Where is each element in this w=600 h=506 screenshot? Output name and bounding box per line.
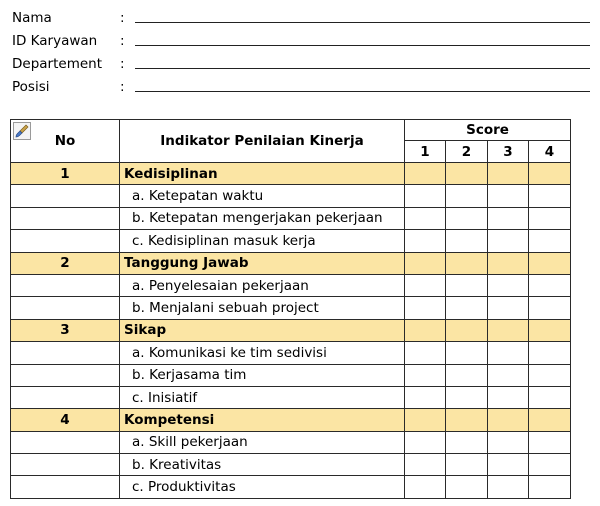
category-score-cell bbox=[446, 163, 488, 185]
score-cell-2[interactable] bbox=[446, 342, 488, 364]
category-score-cell bbox=[529, 163, 571, 185]
score-cell-4[interactable] bbox=[529, 207, 571, 229]
header-no-cell bbox=[11, 120, 120, 163]
score-cell-2[interactable] bbox=[446, 230, 488, 252]
score-cell-3[interactable] bbox=[488, 274, 529, 296]
score-cell-1[interactable] bbox=[405, 274, 446, 296]
indicator-label: a. Ketepatan waktu bbox=[120, 185, 405, 207]
score-cell-4[interactable] bbox=[529, 230, 571, 252]
indicator-label: c. Produktivitas bbox=[120, 476, 405, 498]
score-cell-2[interactable] bbox=[446, 364, 488, 386]
category-score-cell bbox=[529, 252, 571, 274]
score-cell-1[interactable] bbox=[405, 342, 446, 364]
field-posisi[interactable] bbox=[12, 77, 590, 97]
indicator-label: b. Kerjasama tim bbox=[120, 364, 405, 386]
header-indicator-cell bbox=[120, 120, 405, 163]
score-cell-3[interactable] bbox=[488, 185, 529, 207]
score-cell-4[interactable] bbox=[529, 364, 571, 386]
indicator-label: a. Skill pekerjaan bbox=[120, 431, 405, 453]
score-cell-2[interactable] bbox=[446, 386, 488, 408]
category-score-cell bbox=[488, 163, 529, 185]
indicator-row bbox=[11, 230, 571, 252]
category-row bbox=[11, 252, 571, 274]
score-cell-1[interactable] bbox=[405, 476, 446, 498]
performance-table bbox=[10, 119, 571, 499]
score-cell-1[interactable] bbox=[405, 431, 446, 453]
category-score-cell bbox=[488, 409, 529, 431]
score-cell-3[interactable] bbox=[488, 476, 529, 498]
category-score-cell bbox=[529, 409, 571, 431]
score-cell-3[interactable] bbox=[488, 386, 529, 408]
category-name: Kedisiplinan bbox=[120, 163, 405, 185]
score-cell-3[interactable] bbox=[488, 364, 529, 386]
category-number: 2 bbox=[11, 252, 120, 274]
score-cell-3[interactable] bbox=[488, 342, 529, 364]
score-cell-4[interactable] bbox=[529, 297, 571, 319]
score-cell-4[interactable] bbox=[529, 476, 571, 498]
score-cell-2[interactable] bbox=[446, 297, 488, 319]
indicator-label: a. Penyelesaian pekerjaan bbox=[120, 274, 405, 296]
score-cell-2[interactable] bbox=[446, 207, 488, 229]
score-cell-1[interactable] bbox=[405, 185, 446, 207]
score-cell-2[interactable] bbox=[446, 454, 488, 476]
category-score-cell bbox=[405, 252, 446, 274]
departement-input-line[interactable] bbox=[135, 68, 590, 69]
indicator-row bbox=[11, 364, 571, 386]
score-cell-4[interactable] bbox=[529, 274, 571, 296]
field-colon: : bbox=[120, 10, 125, 26]
category-score-cell bbox=[446, 319, 488, 341]
score-cell-1[interactable] bbox=[405, 297, 446, 319]
score-cell-1[interactable] bbox=[405, 454, 446, 476]
indicator-label: b. Menjalani sebuah project bbox=[120, 297, 405, 319]
empty-no-cell bbox=[11, 476, 120, 498]
score-cell-1[interactable] bbox=[405, 230, 446, 252]
score-level-4: 4 bbox=[529, 141, 571, 163]
category-score-cell bbox=[405, 409, 446, 431]
empty-no-cell bbox=[11, 297, 120, 319]
indicator-row bbox=[11, 454, 571, 476]
score-cell-2[interactable] bbox=[446, 431, 488, 453]
indicator-label: c. Kedisiplinan masuk kerja bbox=[120, 230, 405, 252]
category-score-cell bbox=[405, 163, 446, 185]
indicator-row bbox=[11, 274, 571, 296]
category-number: 3 bbox=[11, 319, 120, 341]
indicator-row bbox=[11, 185, 571, 207]
score-level-1: 1 bbox=[405, 141, 446, 163]
category-number: 1 bbox=[11, 163, 120, 185]
score-level-3: 3 bbox=[488, 141, 529, 163]
score-cell-3[interactable] bbox=[488, 297, 529, 319]
header-score: Score bbox=[466, 122, 509, 138]
score-cell-2[interactable] bbox=[446, 476, 488, 498]
score-cell-2[interactable] bbox=[446, 185, 488, 207]
category-row bbox=[11, 163, 571, 185]
empty-no-cell bbox=[11, 454, 120, 476]
field-departement[interactable] bbox=[12, 54, 590, 74]
empty-no-cell bbox=[11, 230, 120, 252]
field-colon: : bbox=[120, 56, 125, 72]
table-header-row bbox=[11, 120, 571, 141]
field-colon: : bbox=[120, 33, 125, 49]
score-cell-4[interactable] bbox=[529, 185, 571, 207]
field-colon: : bbox=[120, 79, 125, 95]
score-cell-4[interactable] bbox=[529, 431, 571, 453]
score-cell-4[interactable] bbox=[529, 342, 571, 364]
empty-no-cell bbox=[11, 274, 120, 296]
category-score-cell bbox=[488, 319, 529, 341]
indicator-row bbox=[11, 476, 571, 498]
indicator-label: b. Ketepatan mengerjakan pekerjaan bbox=[120, 207, 405, 229]
category-name: Tanggung Jawab bbox=[120, 252, 405, 274]
category-score-cell bbox=[488, 252, 529, 274]
empty-no-cell bbox=[11, 207, 120, 229]
score-cell-3[interactable] bbox=[488, 207, 529, 229]
header-no: No bbox=[54, 133, 76, 149]
score-cell-1[interactable] bbox=[405, 364, 446, 386]
category-score-cell bbox=[405, 319, 446, 341]
header-indicator: Indikator Penilaian Kinerja bbox=[160, 133, 364, 149]
category-row bbox=[11, 409, 571, 431]
empty-no-cell bbox=[11, 342, 120, 364]
score-cell-3[interactable] bbox=[488, 230, 529, 252]
category-row bbox=[11, 319, 571, 341]
nama-input-line[interactable] bbox=[135, 22, 590, 23]
score-cell-3[interactable] bbox=[488, 431, 529, 453]
empty-no-cell bbox=[11, 185, 120, 207]
category-name: Sikap bbox=[120, 319, 405, 341]
score-cell-3[interactable] bbox=[488, 454, 529, 476]
posisi-input-line[interactable] bbox=[135, 91, 590, 92]
indicator-row bbox=[11, 342, 571, 364]
score-cell-1[interactable] bbox=[405, 386, 446, 408]
field-label: Nama bbox=[12, 10, 52, 26]
indicator-row bbox=[11, 207, 571, 229]
score-cell-1[interactable] bbox=[405, 207, 446, 229]
category-number: 4 bbox=[11, 409, 120, 431]
indicator-label: a. Komunikasi ke tim sedivisi bbox=[120, 342, 405, 364]
indicator-row bbox=[11, 297, 571, 319]
category-name: Kompetensi bbox=[120, 409, 405, 431]
field-label: Departement bbox=[12, 56, 102, 72]
score-level-2: 2 bbox=[446, 141, 488, 163]
header-score-cell bbox=[405, 120, 571, 141]
empty-no-cell bbox=[11, 386, 120, 408]
id-karyawan-input-line[interactable] bbox=[135, 45, 590, 46]
field-label: Posisi bbox=[12, 79, 50, 95]
score-cell-2[interactable] bbox=[446, 274, 488, 296]
indicator-row bbox=[11, 386, 571, 408]
category-score-cell bbox=[446, 252, 488, 274]
score-cell-4[interactable] bbox=[529, 454, 571, 476]
empty-no-cell bbox=[11, 431, 120, 453]
field-nama[interactable] bbox=[12, 8, 590, 28]
category-score-cell bbox=[446, 409, 488, 431]
empty-no-cell bbox=[11, 364, 120, 386]
score-cell-4[interactable] bbox=[529, 386, 571, 408]
category-score-cell bbox=[529, 319, 571, 341]
indicator-row bbox=[11, 431, 571, 453]
field-id-karyawan[interactable] bbox=[12, 31, 590, 51]
indicator-label: b. Kreativitas bbox=[120, 454, 405, 476]
field-label: ID Karyawan bbox=[12, 33, 98, 49]
indicator-label: c. Inisiatif bbox=[120, 386, 405, 408]
paintbrush-icon[interactable] bbox=[13, 122, 31, 140]
